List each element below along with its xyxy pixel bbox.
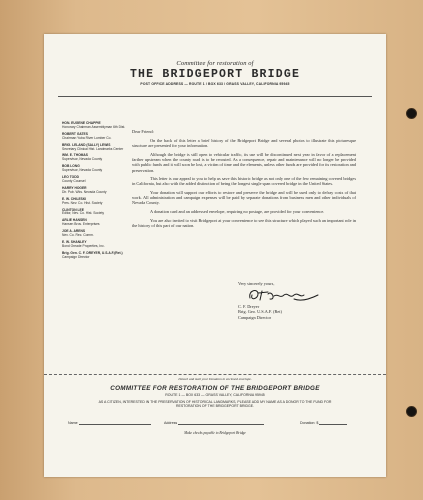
binder-hole-bottom — [406, 406, 417, 417]
letterhead — [44, 60, 386, 86]
member-entry — [62, 165, 136, 173]
signer-title: Campaign Director — [238, 314, 272, 320]
member-name: HARRY HOGER — [62, 185, 87, 190]
letter-page — [44, 34, 386, 477]
member-role: Editor, Nev. Co. Hist. Society — [62, 211, 105, 216]
binder-hole-top — [406, 108, 417, 119]
member-role: Secretary Clinical Hist. Landmarks Center — [62, 146, 124, 151]
member-entry — [62, 154, 136, 162]
address-label: Address — [164, 421, 178, 425]
coupon-address: ROUTE 1 — BOX 633 — GRASS VALLEY, CALIFORNIA 95945 — [165, 393, 265, 397]
member-name: CLINTON LEE — [62, 207, 84, 212]
member-role: Bond Oreade Properties, Inc. — [62, 243, 105, 248]
letterhead-title: THE BRIDGEPORT BRIDGE — [129, 68, 301, 81]
signer-name: C. F. Dreyer — [238, 304, 260, 309]
letter-paragraph: This letter is our appeal to you to help us save this historic bridge as not only one of the few remaining covered bridges in California, but also with the added distinction of being the longest single span covered bridge in the United States. — [132, 176, 356, 187]
name-label: Name — [68, 421, 78, 425]
address-field[interactable] — [164, 420, 264, 425]
member-name: LEO TODD — [62, 175, 79, 180]
letter-paragraph: Although the bridge is still open to vehicular traffic, its use will be discontinued next year in favor of a replacement farther upstream when the county road is to be rerouted. As a consequence, repair and maintenance will no longer be provided with public funds and it will soon be lost, a victim of time and the elements, unless other funds are provided for its restoration and preservation. — [132, 152, 356, 173]
member-role: County Counsel — [62, 178, 86, 183]
letter-body — [132, 129, 356, 231]
letter-paragraph: You are also invited to visit Bridgeport at your convenience to see this structure which played such an important role in the history of this part of our nation. — [132, 217, 356, 228]
signature — [244, 286, 324, 304]
member-name: HON. EUGENE CHAPPIE — [62, 121, 101, 125]
member-role: Hansen Bros. Enterprises — [62, 222, 100, 227]
member-entry — [62, 187, 136, 195]
member-name: BOB LONG — [62, 164, 80, 169]
donation-label: Donation: $ — [300, 421, 319, 425]
member-role: Supervisor, Nevada County — [62, 168, 103, 173]
member-role: Honorary Chairman Assemblyman 6th Dist. — [62, 124, 126, 129]
member-name: E. W. CHILESKI — [62, 196, 87, 201]
member-entry — [62, 230, 136, 238]
closing: Very sincerely yours, — [238, 281, 275, 286]
committee-member-list — [62, 122, 136, 263]
member-name: BRIG. LELAND (SALLY) LEWIS — [62, 142, 111, 147]
member-role: Dir. Pub. Wks. Nevada County — [62, 189, 107, 194]
coupon-fields — [68, 420, 368, 428]
signer-rank: Brig. Geo. U.S.A.F. (Ret) — [238, 309, 282, 315]
letterhead-address: POST OFFICE ADDRESS — ROUTE 1 / BOX 633 / GRASS VALLEY, CALIFORNIA 95945 — [140, 82, 290, 86]
salutation: Dear Friend: — [132, 129, 154, 134]
letter-paragraph: Your donation will support our efforts to restore and preserve the bridge and will be used only to defray costs of that work. All administration and campaign expenses will be paid by separate donations from business men and other individuals of Nevada County. — [132, 190, 356, 206]
letter-paragraph: A donation card and an addressed envelope, requiring no postage, are provided for your convenience. — [150, 209, 325, 214]
coupon-title: COMMITTEE FOR RESTORATION OF THE BRIDGEPORT BRIDGE — [110, 385, 320, 392]
member-name: JOE A. ARENS — [62, 229, 86, 234]
member-name: WM. E. THOMAS — [62, 153, 89, 158]
donation-coupon — [44, 385, 386, 409]
letterhead-subtitle: Committee for restoration of — [176, 60, 254, 67]
member-name: ROBERT GATES — [62, 131, 88, 136]
member-name: Brig. Gen. C. F. DREYER, U.S.A.F.(Ret.) — [62, 250, 123, 255]
member-name: ARLIE HANSEN — [62, 218, 87, 223]
member-entry — [62, 241, 136, 249]
letterhead-rule — [58, 96, 372, 97]
letter-paragraph: On the back of this letter a brief history of the Bridgeport Bridge and several photos to illustrate this picturesque structure are presented for your information. — [132, 138, 356, 149]
member-role: Supervisor, Nevada County — [62, 157, 103, 162]
name-field[interactable] — [68, 420, 151, 425]
member-entry — [62, 133, 136, 141]
member-entry — [62, 209, 136, 217]
member-entry — [62, 144, 136, 152]
detach-line — [44, 374, 386, 375]
detach-note: Detach and mail your Donation in enclosed envelope. — [178, 377, 252, 381]
member-entry — [62, 219, 136, 227]
member-role: Pres. Nev. Co. Hist. Society — [62, 200, 103, 205]
checks-payable-note: Make checks payable to Bridgeport Bridge — [184, 431, 246, 435]
signature-block — [238, 304, 282, 320]
member-name: E. W. SHANLEY — [62, 239, 87, 244]
donation-field[interactable] — [300, 420, 347, 425]
member-role: Nev. Co. Rec. Comm. — [62, 233, 94, 238]
member-entry — [62, 198, 136, 206]
member-role: Chairman Yuba River Lumber Co. — [62, 135, 112, 140]
coupon-pledge: AS A CITIZEN, INTERESTED IN THE PRESERVATION OF HISTORICAL LANDMARKS, PLEASE ADD MY NAME AS A DONOR TO THE FUND FOR RESTORATION OF THE BRIDGEPORT BRIDGE. — [98, 400, 332, 409]
member-entry — [62, 176, 136, 184]
member-role: Campaign Director — [62, 254, 90, 259]
member-entry — [62, 122, 136, 130]
member-entry — [62, 252, 136, 260]
